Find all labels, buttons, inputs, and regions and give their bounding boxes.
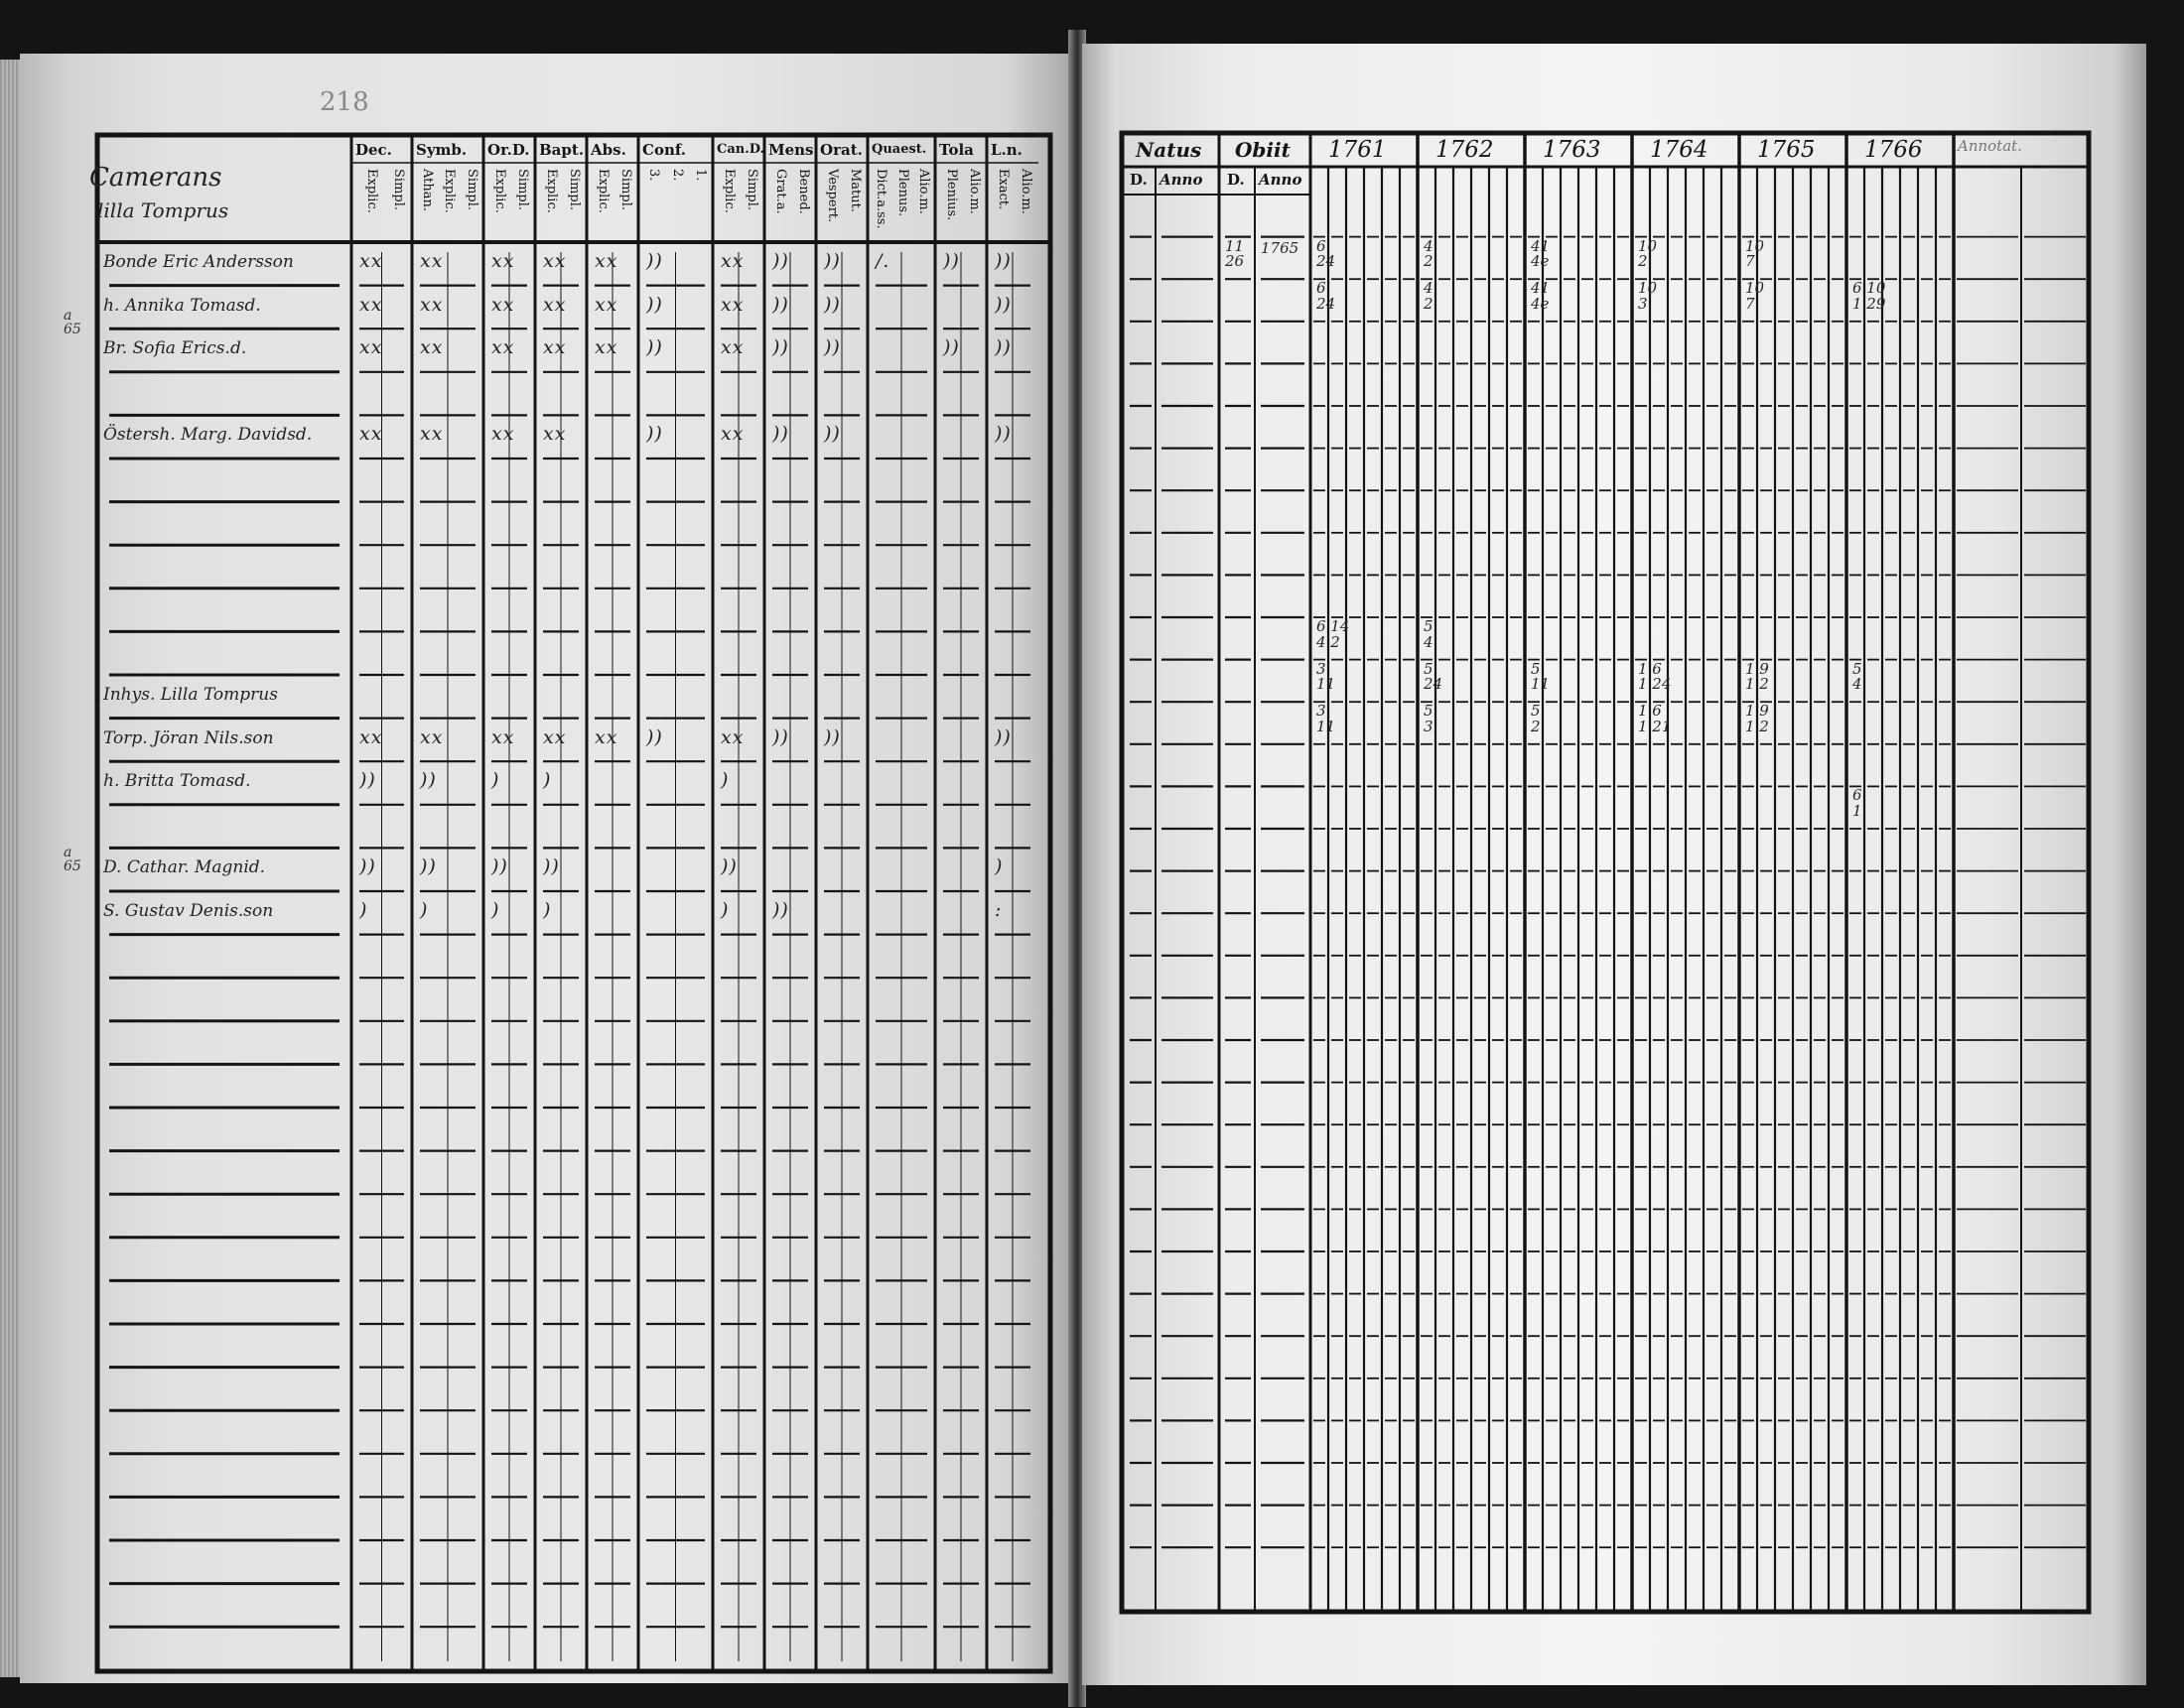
column-subheader: Explic. <box>491 169 507 213</box>
entry-mark: )) <box>491 855 508 878</box>
entry-mark: )) <box>995 725 1012 748</box>
entry-mark: )) <box>543 855 560 878</box>
right-page <box>1082 44 2146 1685</box>
entry-mark: )) <box>824 423 841 446</box>
entry-mark: ) <box>491 769 500 792</box>
entry-mark: xx <box>420 725 444 748</box>
column-subheader: Simpl. <box>745 169 760 211</box>
entry-mark: xx <box>491 725 515 748</box>
entry-mark: xx <box>721 250 745 272</box>
obiit-sub-day: D. <box>1227 171 1245 189</box>
page-number: 218 <box>320 87 369 117</box>
right-table <box>1082 44 2146 1685</box>
year-cell: 5 2 <box>1531 702 1541 735</box>
column-subheader: Bened. <box>796 169 812 214</box>
entry-mark: ) <box>721 899 730 921</box>
entry-mark: xx <box>359 250 383 272</box>
column-subheader: Plenius. <box>943 169 959 221</box>
column-subheader: Vespert. <box>824 169 840 223</box>
year-cell: 41 4e <box>1531 236 1551 271</box>
year-cell: 3 11 <box>1316 702 1336 735</box>
year-cell: 4 2 <box>1424 279 1433 313</box>
obiit-header: Obiit <box>1235 138 1291 162</box>
column-header: Can.D. <box>717 142 765 157</box>
entry-mark: )) <box>359 769 376 792</box>
entry-mark: xx <box>543 423 567 446</box>
entry-mark: )) <box>646 725 663 748</box>
natus-sub-year: Anno <box>1160 171 1203 189</box>
year-header: Annotat. <box>1958 137 2022 155</box>
entry-name: Inhys. Lilla Tomprus <box>103 685 278 705</box>
entry-mark: xx <box>491 423 515 446</box>
entry-mark: )) <box>420 855 437 878</box>
column-header: Dec. <box>355 141 392 159</box>
column-header: Or.D. <box>487 141 530 159</box>
column-subheader: Alio.m. <box>915 169 931 214</box>
year-cell: 1 6 1 21 <box>1638 702 1672 735</box>
column-subheader: Plenus. <box>894 169 910 217</box>
entry-mark: )) <box>824 725 841 748</box>
heading-line: Camerans <box>89 163 222 193</box>
column-header: Mens. <box>768 141 819 159</box>
entry-mark: xx <box>721 336 745 359</box>
entry-mark: )) <box>995 293 1012 316</box>
entry-mark: xx <box>543 250 567 272</box>
entry-mark: )) <box>824 250 841 272</box>
year-cell: 10 7 <box>1745 279 1765 313</box>
column-header: Bapt. <box>539 141 585 159</box>
entry-mark: xx <box>420 250 444 272</box>
entry-name: Br. Sofia Erics.d. <box>103 338 247 359</box>
column-subheader: Explic. <box>442 169 457 213</box>
entry-mark: )) <box>772 250 789 272</box>
obiit-sub-year: Anno <box>1259 171 1302 189</box>
column-header: Conf. <box>642 141 686 159</box>
year-cell: 6 10 1 29 <box>1852 279 1886 313</box>
year-cell: 5 3 <box>1424 702 1433 735</box>
year-cell: 5 4 <box>1424 617 1433 651</box>
year-header: 1765 <box>1757 137 1816 163</box>
entry-mark: xx <box>359 725 383 748</box>
entry-mark: xx <box>491 336 515 359</box>
entry-mark: )) <box>772 899 789 921</box>
entry-mark: )) <box>646 336 663 359</box>
column-subheader: Simpl. <box>464 169 479 211</box>
entry-mark: xx <box>420 293 444 316</box>
column-subheader: 3. <box>646 169 662 182</box>
entry-mark: ) <box>491 899 500 921</box>
entry-mark: xx <box>491 293 515 316</box>
entry-mark: )) <box>772 725 789 748</box>
year-cell: 1 9 1 2 <box>1745 702 1769 735</box>
entry-mark: xx <box>595 336 618 359</box>
entry-mark: xx <box>359 336 383 359</box>
year-cell: 10 2 <box>1638 236 1658 271</box>
entry-mark: /. <box>876 250 890 272</box>
year-cell: 6 24 <box>1316 279 1336 313</box>
entry-mark: )) <box>646 423 663 446</box>
column-subheader: 1. <box>693 169 709 182</box>
entry-mark: : <box>995 899 1003 921</box>
entry-mark: ) <box>420 899 429 921</box>
year-cell: 4 2 <box>1424 236 1433 271</box>
column-subheader: 2. <box>669 169 685 182</box>
entry-mark: xx <box>595 293 618 316</box>
entry-mark: xx <box>721 293 745 316</box>
margin-note: a 65 <box>64 845 81 874</box>
column-subheader: Athan. <box>419 169 435 212</box>
year-cell: 1 9 1 2 <box>1745 659 1769 694</box>
entry-mark: )) <box>359 855 376 878</box>
column-subheader: Simpl. <box>618 169 634 211</box>
entry-mark: xx <box>595 250 618 272</box>
entry-mark: )) <box>721 855 738 878</box>
column-subheader: Explic. <box>721 169 737 213</box>
year-cell: 3 11 <box>1316 659 1336 694</box>
entry-name: D. Cathar. Magnid. <box>103 857 266 878</box>
entry-mark: )) <box>943 250 960 272</box>
year-cell: 6 24 <box>1316 236 1336 271</box>
entry-mark: xx <box>420 336 444 359</box>
obiit-day: 11 26 <box>1225 236 1245 271</box>
entry-mark: ) <box>543 899 552 921</box>
entry-name: Östersh. Marg. Davidsd. <box>103 425 313 446</box>
entry-mark: )) <box>772 423 789 446</box>
entry-mark: )) <box>995 336 1012 359</box>
column-subheader: Simpl. <box>515 169 531 211</box>
natus-sub-day: D. <box>1130 171 1148 189</box>
column-header: L.n. <box>991 141 1023 159</box>
column-subheader: Exact. <box>995 169 1011 210</box>
entry-mark: xx <box>420 423 444 446</box>
column-subheader: Explic. <box>543 169 559 213</box>
table-border <box>1122 133 2089 1612</box>
entry-mark: xx <box>543 725 567 748</box>
entry-mark: )) <box>824 293 841 316</box>
entry-mark: )) <box>995 250 1012 272</box>
entry-mark: xx <box>543 293 567 316</box>
column-header: Abs. <box>591 141 626 159</box>
entry-name: h. Annika Tomasd. <box>103 295 261 316</box>
entry-mark: xx <box>543 336 567 359</box>
entry-name: Bonde Eric Andersson <box>103 252 294 272</box>
column-subheader: Alio.m. <box>967 169 983 214</box>
column-subheader: Alio.m. <box>1019 169 1034 214</box>
entry-mark: )) <box>772 293 789 316</box>
year-cell: 10 3 <box>1638 279 1658 313</box>
entry-mark: )) <box>995 423 1012 446</box>
column-subheader: Simpl. <box>391 169 407 211</box>
year-header: 1763 <box>1543 137 1601 163</box>
year-header: 1766 <box>1864 137 1923 163</box>
column-subheader: Explic. <box>363 169 379 213</box>
entry-mark: xx <box>595 725 618 748</box>
column-subheader: Dict.a.ss. <box>874 169 889 229</box>
heading-line: lilla Tomprus <box>97 198 229 222</box>
year-cell: 1 6 1 24 <box>1638 659 1672 694</box>
entry-mark: xx <box>721 423 745 446</box>
entry-mark: xx <box>359 423 383 446</box>
year-cell: 10 7 <box>1745 236 1765 271</box>
entry-mark: ) <box>721 769 730 792</box>
natus-header: Natus <box>1136 138 1202 162</box>
year-header: 1761 <box>1328 137 1387 163</box>
entry-mark: )) <box>824 336 841 359</box>
entry-mark: )) <box>420 769 437 792</box>
entry-mark: ) <box>359 899 368 921</box>
entry-mark: ) <box>995 855 1004 878</box>
year-cell: 5 4 <box>1852 659 1862 694</box>
left-page <box>20 54 1070 1683</box>
year-cell: 6 1 <box>1852 786 1862 821</box>
entry-name: Torp. Jöran Nils.son <box>103 727 274 748</box>
column-header: Quaest. <box>872 142 927 157</box>
entry-mark: xx <box>721 725 745 748</box>
entry-mark: ) <box>543 769 552 792</box>
year-cell: 5 11 <box>1531 659 1551 694</box>
year-header: 1764 <box>1650 137 1708 163</box>
column-header: Orat. <box>820 141 863 159</box>
margin-note: a 65 <box>64 308 81 337</box>
column-header: Symb. <box>416 141 468 159</box>
entry-mark: xx <box>491 250 515 272</box>
year-cell: 6 14 4 2 <box>1316 617 1350 651</box>
column-header: Tola <box>939 141 974 159</box>
year-cell: 5 24 <box>1424 659 1443 694</box>
entry-mark: )) <box>943 336 960 359</box>
column-subheader: Matut. <box>848 169 864 213</box>
year-header: 1762 <box>1435 137 1494 163</box>
entry-mark: )) <box>646 250 663 272</box>
entry-mark: )) <box>772 336 789 359</box>
entry-name: h. Britta Tomasd. <box>103 771 251 792</box>
entry-mark: xx <box>359 293 383 316</box>
obiit-year: 1765 <box>1261 238 1299 257</box>
year-cell: 41 4e <box>1531 279 1551 313</box>
column-subheader: Explic. <box>595 169 611 213</box>
column-subheader: Simpl. <box>567 169 583 211</box>
column-subheader: Grat.a. <box>772 169 788 214</box>
entry-name: S. Gustav Denis.son <box>103 901 274 921</box>
entry-mark: )) <box>646 293 663 316</box>
